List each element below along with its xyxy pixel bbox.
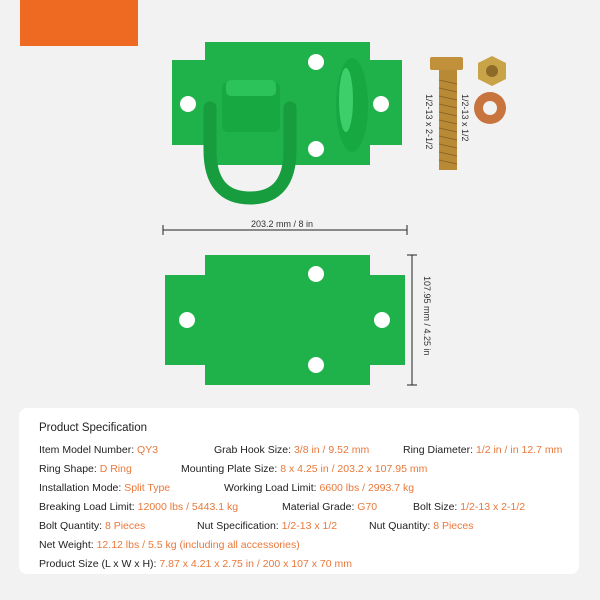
d-ring-clip-top (226, 80, 276, 96)
spec-row (39, 517, 579, 536)
width-dimension-label: 203.2 mm / 8 in (251, 219, 314, 229)
spec-item-bolt-qty: Bolt Quantity: 8 Pieces (39, 520, 146, 532)
spec-item-net-weight: Net Weight: 12.12 lbs / 5.5 kg (including all accessories) (39, 539, 300, 551)
spec-item-material: Material Grade: G70 (282, 501, 378, 513)
grab-hook-highlight (339, 68, 353, 132)
spec-row (39, 441, 579, 460)
bolt-head (430, 57, 463, 70)
spec-row (39, 498, 579, 517)
spec-item-plate-size: Mounting Plate Size: 8 x 4.25 in / 203.2 x 107.95 mm (181, 463, 428, 475)
spec-item-breaking-load: Breaking Load Limit: 12000 lbs / 5443.1 kg (39, 501, 239, 513)
spec-card (19, 408, 579, 574)
spec-item-grab-hook: Grab Hook Size: 3/8 in / 9.52 mm (214, 444, 370, 456)
plate-hole (179, 312, 195, 328)
plate-hole (308, 357, 324, 373)
plate-hole (374, 312, 390, 328)
plate-hole (373, 96, 389, 112)
spec-item-bolt-size: Bolt Size: 1/2-13 x 2-1/2 (413, 501, 526, 513)
height-dimension-label: 107.95 mm / 4.25 in (422, 276, 432, 356)
spec-item-working-load: Working Load Limit: 6600 lbs / 2993.7 kg (224, 482, 415, 494)
hex-nut-hole (486, 65, 498, 77)
spec-row (39, 555, 579, 574)
washer-dimension-label: 1/2-13 x 1/2 (460, 94, 470, 142)
bottom-mounting-plate (165, 255, 405, 385)
spec-item-model: Item Model Number: QY3 (39, 444, 159, 456)
spec-item-installation: Installation Mode: Split Type (39, 482, 171, 494)
spec-title: Product Specification (39, 422, 148, 434)
spec-item-nut-qty: Nut Quantity: 8 Pieces (369, 520, 474, 532)
washer-hole (483, 101, 497, 115)
plate-hole (180, 96, 196, 112)
spec-row (39, 536, 579, 555)
plate-hole (308, 266, 324, 282)
bolt-dimension-label: 1/2-13 x 2-1/2 (424, 94, 434, 150)
spec-item-ring-diameter: Ring Diameter: 1/2 in / in 12.7 mm (403, 444, 563, 456)
spec-item-nut-spec: Nut Specification: 1/2-13 x 1/2 (197, 520, 338, 532)
spec-row (39, 460, 579, 479)
plate-hole (308, 141, 324, 157)
spec-item-product-size: Product Size (L x W x H): 7.87 x 4.21 x 2.75 in / 200 x 107 x 70 mm (39, 558, 353, 570)
spec-row (39, 479, 579, 498)
spec-item-ring-shape: Ring Shape: D Ring (39, 463, 132, 475)
plate-hole (308, 54, 324, 70)
